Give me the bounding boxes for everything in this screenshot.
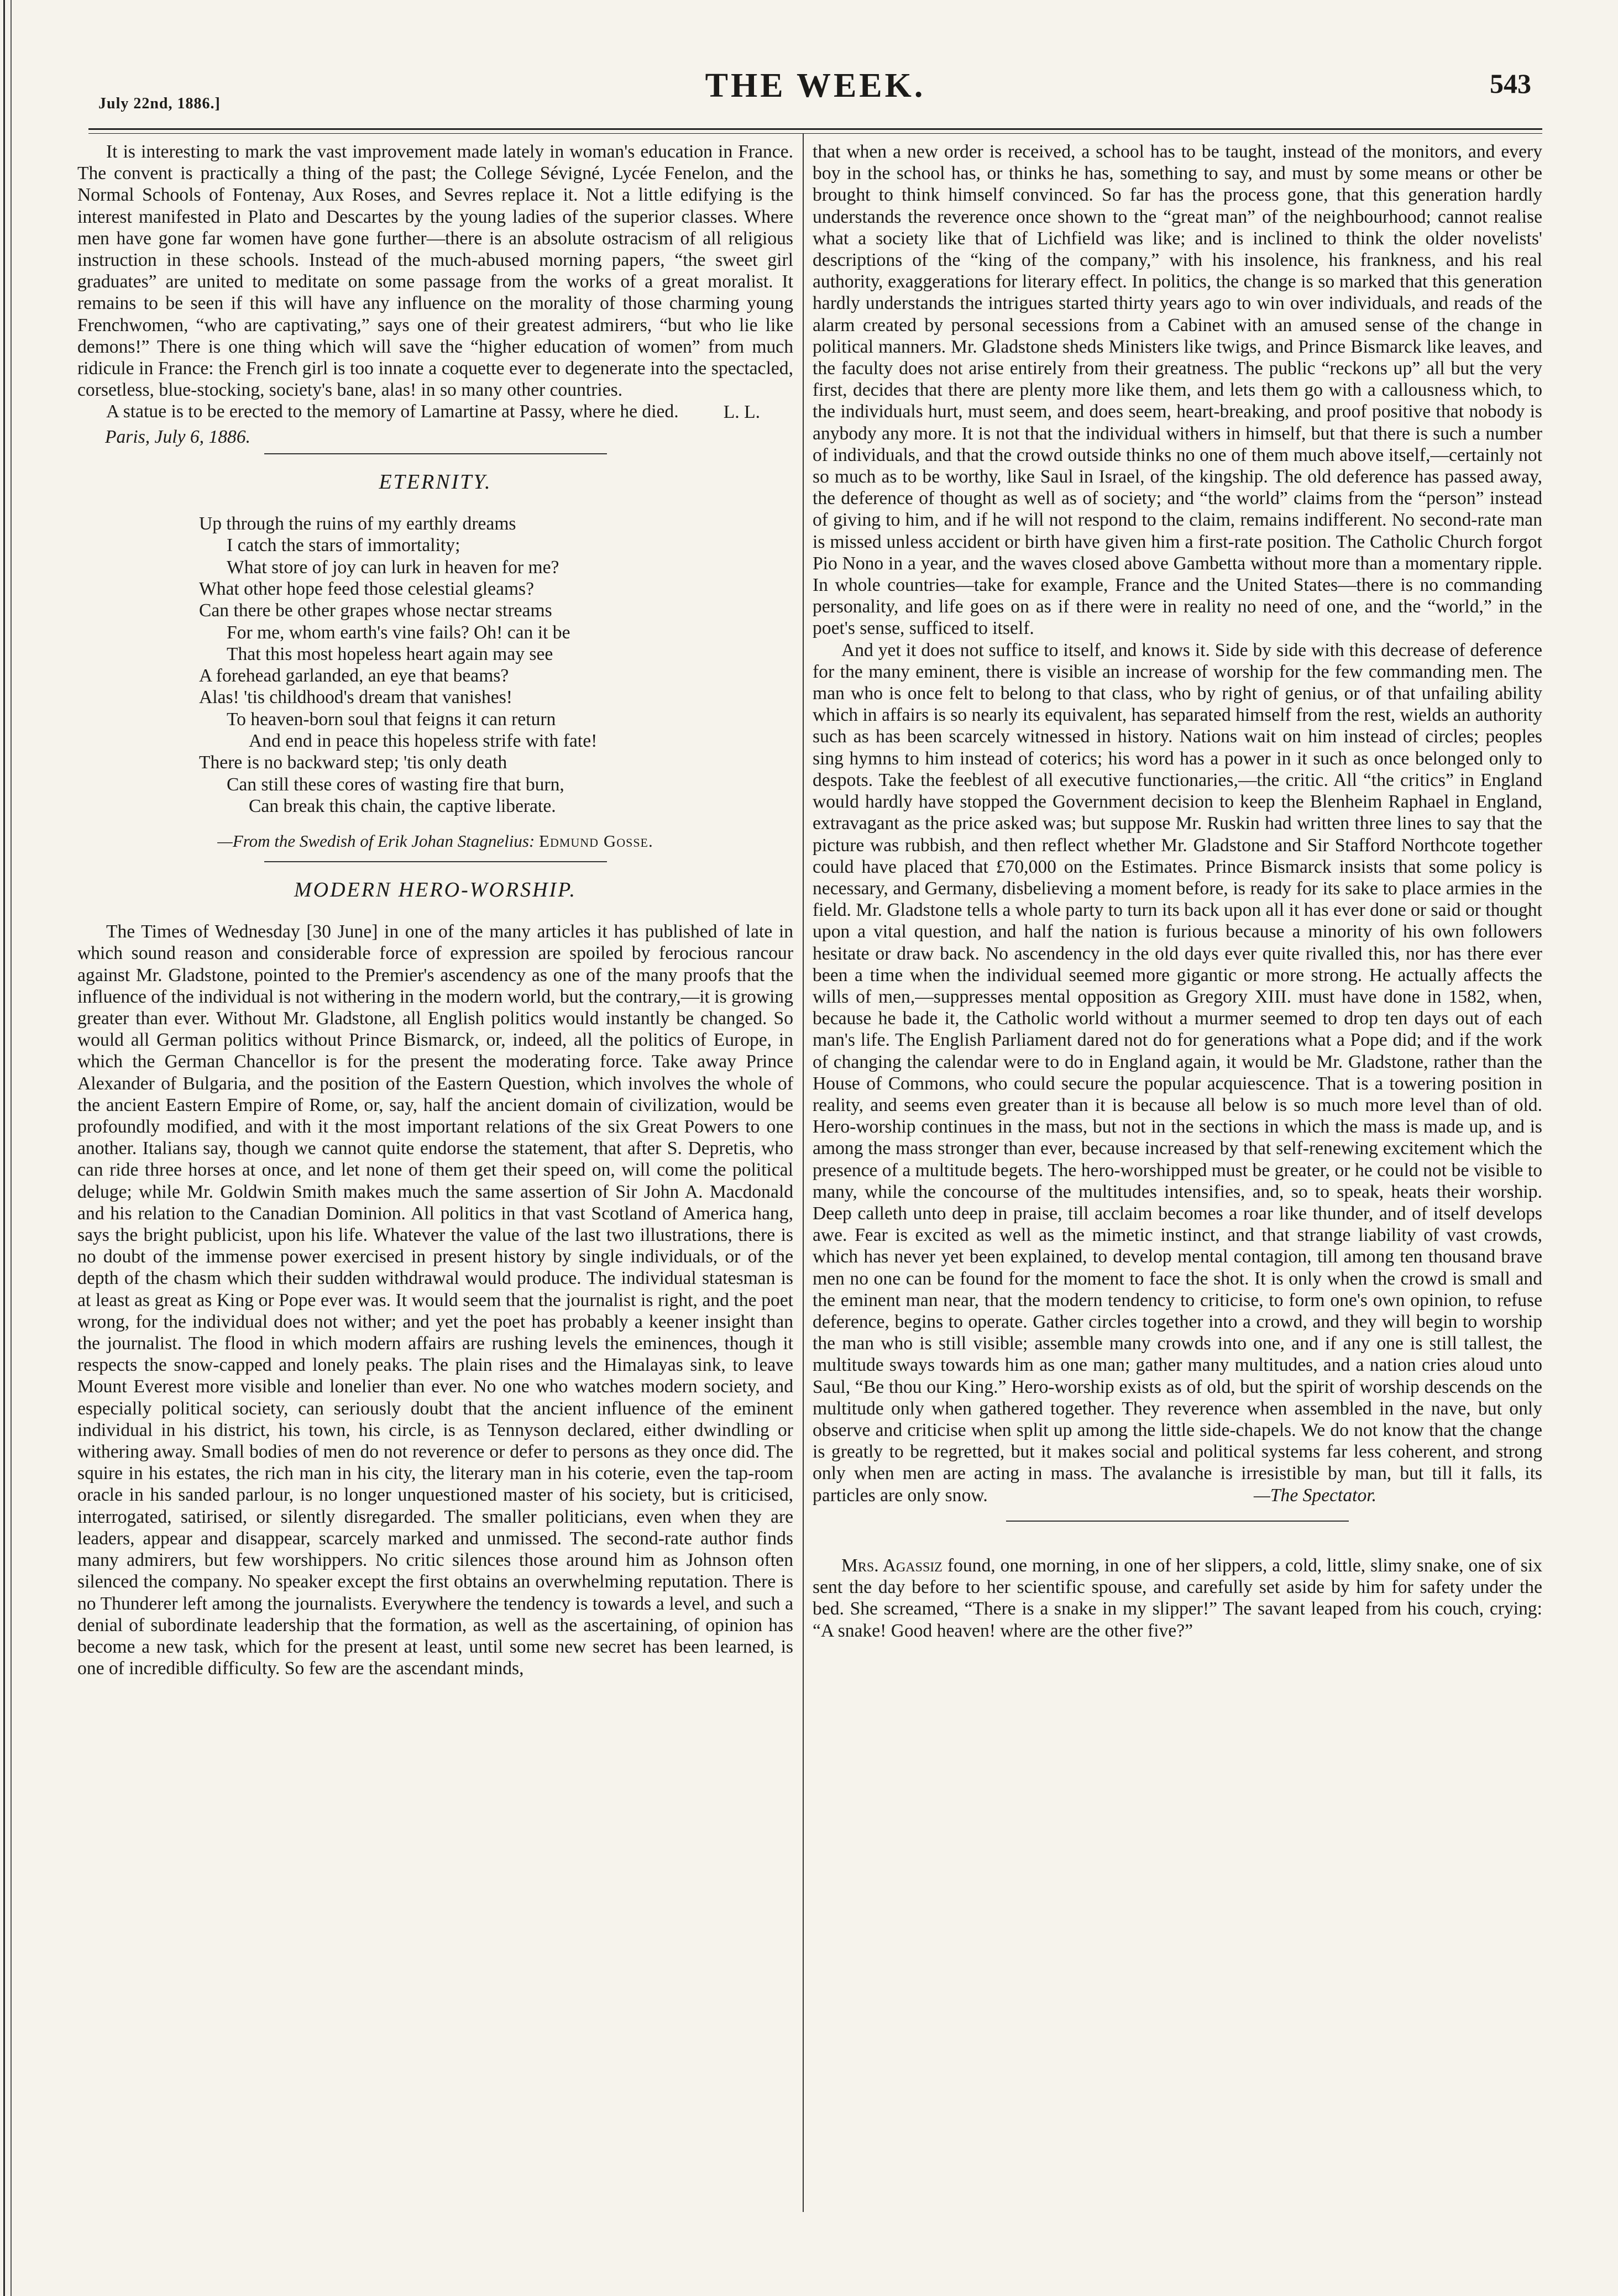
page-binding-edge — [3, 0, 12, 2296]
section-divider — [264, 861, 607, 862]
section-divider — [264, 453, 607, 454]
poem-line: I catch the stars of immortality; — [227, 535, 460, 556]
essay-paragraph: The Times of Wednesday [30 June] in one of the many articles it has published of late in which sound reason and considerable force of expression are spoiled by ferocious rancour against Mr. Gladstone, pointed to the Premier's ascendency as one of the many proofs that the influence of the individual is not withering in the modern world, but the contrary,—it is growing greater than ever. Without Mr. Gladstone, all English politics would instantly be changed. So would all German politics without Prince Bismarck, or, indeed, all the politics of Europe, in which the German Chancellor is for the present the moderating force. Take away Prince Alexander of Bulgaria, and the position of the Eastern Question, which involves the whole of the ancient Eastern Empire of Rome, or, say, half the ancient domain of civilization, would be profoundly modified, and with it the most important relations of the six Great Powers to one another. Italians say, though we cannot quite endorse the statement, that after S. Depretis, who can ride three horses at once, and let none of them get their speed on, will come the political deluge; while Mr. Goldwin Smith makes much the same assertion of Sir John A. Macdonald and his relation to the Canadian Dominion. All politics in that vast Scotland of America hang, says the bright publicist, upon his life. Whatever the value of the last two illustrations, there is no doubt of the immense power exercised in present history by single individuals, or of the depth of the chasm which their sudden withdrawal would produce. The individual statesman is at least as great as King or Pope ever was. It would seem that the journalist is right, and the poet wrong, for the individual does not wither; and yet the poet has probably a keener insight than the journalist. The flood in which modern affairs are rushing levels the eminences, though it respects the snow-capped and lonely peaks. The plain rises and the Himalayas sink, to leave Mount Everest more visible and lonelier than ever. No one who watches modern society, and especially political society, can seriously doubt that the ancient influence of the eminent individual in his district, his town, his circle, is as Tennyson declared, either dwindling or withering away. Small bodies of men do not reverence or defer to persons as they once did. The squire in his estates, the rich man in his city, the literary man in his coterie, even the tap-room oracle in his sanded parlour, is no longer unquestioned master of his society, but is criticised, interrogated, satirised, or silently disregarded. The smaller politicians, even when they are leaders, appear and disappear, scarcely marked and unmissed. The second-rate author finds many admirers, but few worshippers. No critic silences those around him as Johnson often silenced the company. No speaker except the first obtains an overwhelming reputation. There is no Thunderer left among the journalists. Everywhere the tendency is towards a level, and such a denial of subordinate leadership that the formation, as well as the ascertaining, of opinion has become a new task, which for the present at least, until some new secret has been learned, is one of incredible difficulty. So few are the ascendant minds, — [77, 921, 793, 1679]
poem-translator: Edmund Gosse. — [539, 831, 653, 851]
section-divider — [1006, 1521, 1349, 1522]
poem-line: Up through the ruins of my earthly dreams — [199, 513, 516, 534]
anecdote-lead: Mrs. Agassiz — [841, 1555, 942, 1576]
paris-letter-paragraph: A statue is to be erected to the memory of Lamartine at Passy, where he died. — [106, 401, 679, 422]
poem-line: Can still these cores of wasting fire that burn, — [227, 774, 564, 795]
poem-line: A forehead garlanded, an eye that beams? — [199, 665, 509, 686]
poem-title: ETERNITY. — [379, 470, 492, 494]
poem-line: Can there be other grapes whose nectar streams — [199, 600, 552, 621]
poem-line: Alas! 'tis childhood's dream that vanishes! — [199, 687, 512, 708]
issue-date: July 22nd, 1886.] — [98, 95, 221, 112]
publication-title: THE WEEK. — [705, 67, 926, 104]
essay-continuation: that when a new order is received, a school has to be taught, instead of the monitors, and every boy in the school has, or thinks he has, something to say, and must by some means or other be brought to think himself convinced. So far has the process gone, that this generation hardly understands the reverence once shown to the “great man” of the neighbourhood; cannot realise what a society like that of Lichfield was like; and is inclined to think the older novelists' descriptions of the “king of the company,” with his insolence, his frankness, and his real authority, exaggerations for literary effect. In politics, the change is so marked that this generation hardly understands the intrigues started thirty years ago to win over individuals, and reads of the alarm created by personal secessions from a Cabinet with an amused sense of the change in political manners. Mr. Gladstone sheds Ministers like twigs, and Prince Bismarck like leaves, and the faculty does not arise entirely from their greatness. The public “reckons up” all but the very first, decides that there are plenty more like them, and lets them go with a callousness which, to the individuals hurt, must seem, and does seem, heart-breaking, and proof positive that nobody is anybody any more. It is not that the individual withers in himself, but that there is such a number of individuals, and that the crowd outside thinks no one of them much above itself,—certainly not so much as to be worthy, like Saul in Israel, of the kingship. The old deference has passed away, the deference of thought as well as of society; and “the world” claims from the “person” instead of giving to him, and if he will not respond to the claim, remains indifferent. No second-rate man is missed unless accident or birth have given him a first-rate position. The Catholic Church forgot Pio Nono in a year, and the waves closed above Gambetta without more than a momentary ripple. In whole countries—take for example, France and the United States—there is no commanding personality, and life goes on as if there were in reality no need of one, and the “world,” in the poet's sense, sufficed to itself. — [813, 141, 1542, 639]
page-header — [83, 55, 1548, 116]
column-divider — [803, 134, 804, 2212]
poem-source: —From the Swedish of Erik Johan Stagnelius: — [217, 831, 535, 851]
page-number: 543 — [1490, 68, 1531, 99]
dateline: Paris, July 6, 1886. — [105, 426, 251, 447]
poem-line: Can break this chain, the captive liberate. — [249, 795, 556, 816]
poem-line: That this most hopeless heart again may see — [227, 643, 553, 664]
paris-letter-paragraph: It is interesting to mark the vast improvement made lately in woman's education in France. The convent is practically a thing of the past; the College Sévigné, Lycée Fenelon, and the Normal Schools of Fontenay, Aux Roses, and Sevres replace it. Not a little edifying is the interest manifested in Plato and Descartes by the young ladies of the superior classes. Where men have gone far women have gone further—there is an absolute ostracism of all religious instruction in these schools. Instead of the much-abused morning papers, “the sweet girl graduates” are united to meditate on some passage from the works of a great moralist. It remains to be seen if this will have any influence on the morality of those charming young Frenchwomen, “who are captivating,” says one of their greatest admirers, “but who lie like demons!” There is one thing which will save the “higher education of women” from much ridicule in France: the French girl is too innate a coquette ever to degenerate into the spectacled, corsetless, blue-stocking, society's bane, alas! in so many other countries. — [77, 141, 793, 401]
poem-line: What other hope feed those celestial gleams? — [199, 578, 535, 599]
poem-line: What store of joy can lurk in heaven for me? — [227, 557, 559, 578]
poem-body — [199, 513, 793, 817]
poem-line: For me, whom earth's vine fails? Oh! can it be — [227, 622, 570, 643]
header-double-rule — [88, 128, 1542, 134]
essay-source: —The Spectator. — [1254, 1485, 1376, 1506]
essay-title: MODERN HERO-WORSHIP. — [294, 878, 577, 902]
right-column — [813, 141, 1542, 1642]
anecdote-paragraph — [813, 1555, 1542, 1642]
essay-paragraph: And yet it does not suffice to itself, and knows it. Side by side with this decrease of deference for the many eminent, there is visible an increase of worship for the few commanding men. The man who is once felt to belong to that class, who by right of genius, or of that unfailing ability which in affairs is so nearly its equivalent, has separated himself from the rest, wields an authority such as has been scarcely witnessed in history. Nations wait on him instead of circles; peoples sing hymns to him instead of coterics; his word has a power in it such as once belonged only to despots. Take the feeblest of all executive functionaries,—the critic. All “the critics” in England would hardly have stopped the Government decision to keep the Blenheim Raphael in England, extravagant as the price asked was; but suppose Mr. Ruskin had written three lines to say that the picture was rubbish, and then reflect whether Mr. Gladstone and Sir Stafford Northcote together could have placed that £70,000 on the Estimates. Prince Bismarck insists that some policy is necessary, and Germany, disbelieving a moment before, is ready for its sake to place armies in the field. Mr. Gladstone tells a whole party to turn its back upon all it has ever done or said or thought upon a vital question, and half the nation is furious because a minority of his own followers hesitate or draw back. No ascendency in the old days ever quite rivalled this, nor has there ever been a time when the individual seemed more gigantic or more strong. He actually affects the wills of men,—suppresses mental opposition as Gregory XIII. must have done in 1582, when, because he bade it, the Catholic world without a murmer seemed to drop ten days out of each man's life. The English Parliament dared not do for generations what a Pope did; and if the work of changing the calendar were to do in England again, it would be Mr. Gladstone, rather than the House of Commons, who could secure the popular acquiescence. That is a towering position in reality, and seems even greater than it is because all below is so much more level than of old. Hero-worship continues in the mass, but not in the sections in which the mass is made up, and is among the mass stronger than ever, because increased by that self-renewing excitement which the presence of a multitude begets. The hero-worshipped must be greater, or he could not be visible to many, while the concourse of the multitudes intensifies, and, so to speak, heats their worship. Deep calleth unto deep in praise, till acclaim becomes a roar like thunder, and of itself develops awe. Fear is excited as well as the mimetic instinct, and that strange liability of vast crowds, which has never yet been explained, to develop mental contagion, till among ten thousand brave men no one can be found for the moment to face the shot. It is only when the crowd is small and the eminent man near, that the modern tendency to criticise, to form one's own opinion, to refuse deference, begins to operate. Gather circles together into a crowd, and they will begin to worship the man who is still visible; assemble many crowds into one, and if any one is still tallest, the multitude sways towards him as one man; gather many multitudes, and a nation cries aloud unto Saul, “Be thou our King.” Hero-worship exists as of old, but the spirit of worship descends on the multitude only when gathered together. They reverence when assembled in the nave, but only observe and criticise when split up among the little side-chapels. We do not know that the change is greatly to be regretted, but it makes social and political systems far less coherent, and strong only when men are acting in mass. The avalanche is irresistible by man, but till it falls, its particles are only snow. — [813, 639, 1542, 1506]
anecdote-text: found, one morning, in one of her slippers, a cold, little, slimy snake, one of six sent the day before to her scientific spouse, and carefully set aside by him for safety under the bed. She screamed, “There is a snake in my slipper!” The savant leaped from his couch, crying: “A snake! Good heaven! where are the other five?” — [813, 1555, 1542, 1641]
poem-attribution — [77, 831, 793, 851]
author-initials: L. L. — [723, 401, 760, 422]
poem-line: And end in peace this hopeless strife with fate! — [249, 731, 598, 752]
poem-line: To heaven-born soul that feigns it can return — [227, 709, 556, 730]
poem-line: There is no backward step; 'tis only death — [199, 752, 507, 773]
left-column — [77, 141, 793, 1679]
